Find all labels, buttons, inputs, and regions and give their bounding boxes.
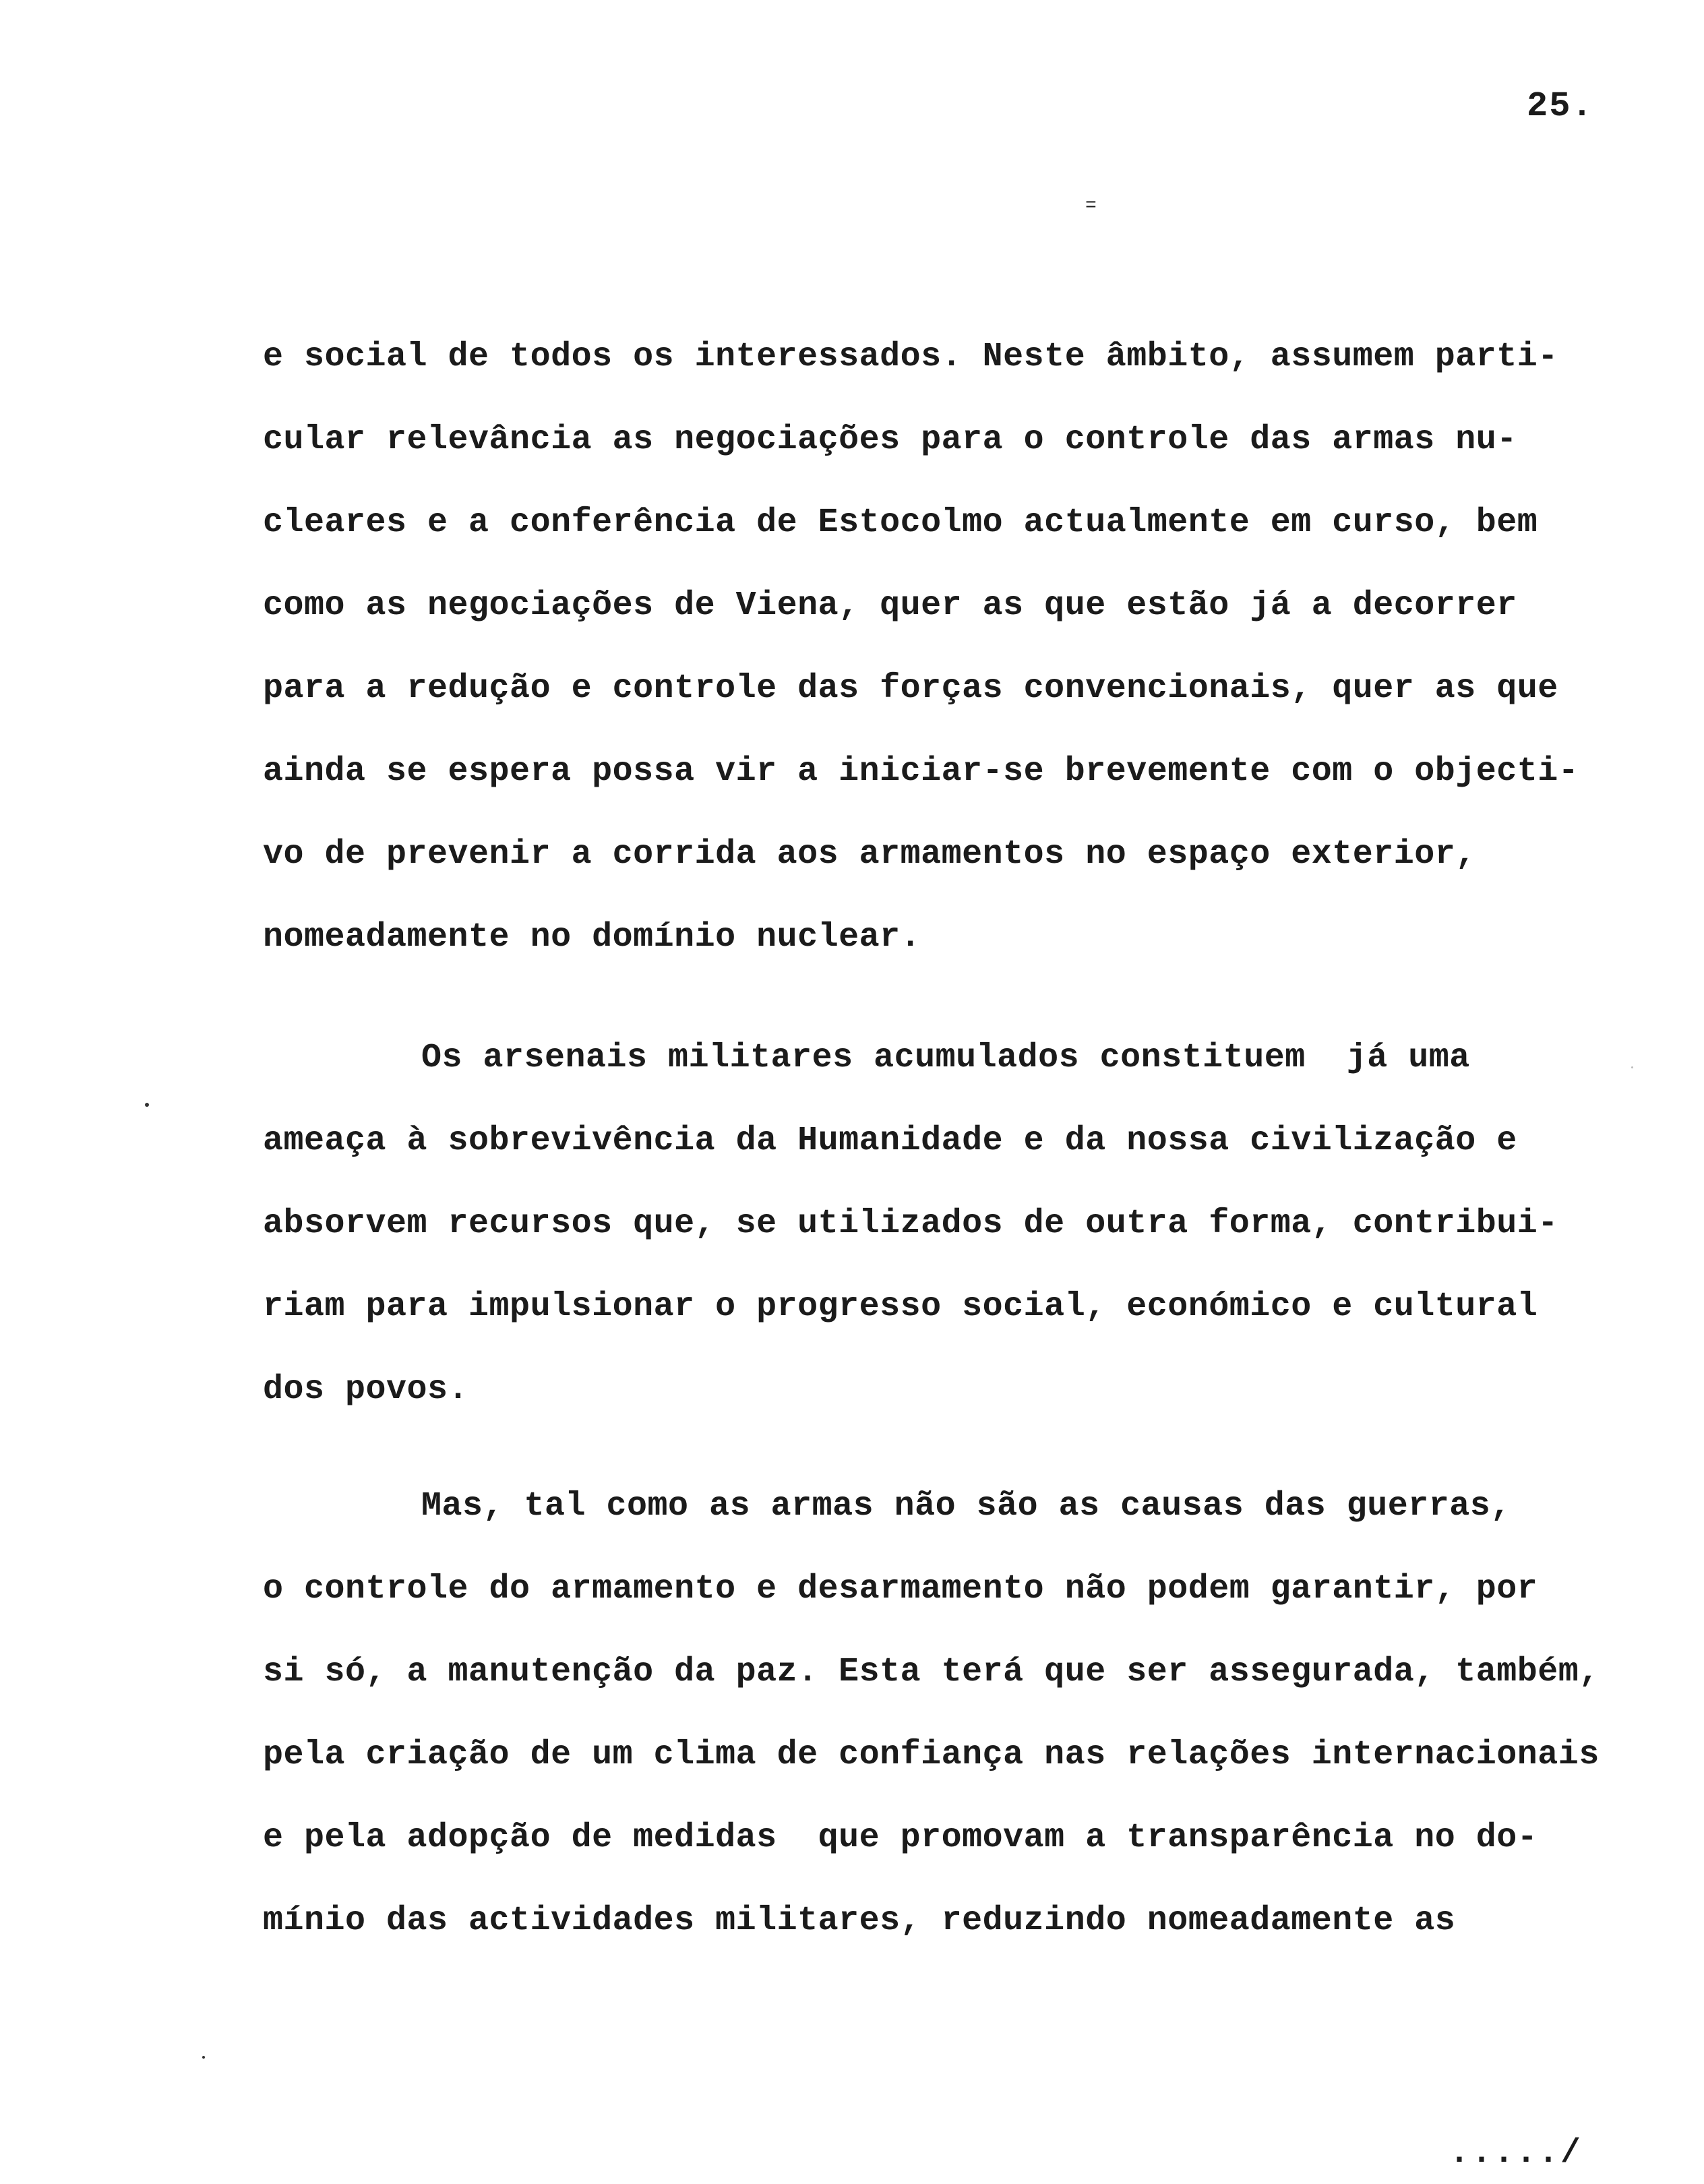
speck-left: [145, 1103, 149, 1107]
text-line: riam para impulsionar o progresso social, económico e cultural: [263, 1287, 1538, 1326]
text-line: o controle do armamento e desarmamento não podem garantir, por: [263, 1570, 1538, 1608]
text-line: cular relevância as negociações para o controle das armas nu-: [263, 421, 1517, 459]
text-line: Mas, tal como as armas não são as causas das guerras,: [421, 1487, 1511, 1525]
text-line: pela criação de um clima de confiança nas relações internacionais: [263, 1736, 1600, 1774]
text-line: mínio das actividades militares, reduzindo nomeadamente as: [263, 1902, 1456, 1940]
text-line: ameaça à sobrevivência da Humanidade e da nossa civilização e: [263, 1122, 1517, 1160]
text-line: dos povos.: [263, 1370, 469, 1409]
text-line: absorvem recursos que, se utilizados de outra forma, contribui-: [263, 1205, 1558, 1243]
top-mark: =: [1085, 195, 1097, 216]
text-line: vo de prevenir a corrida aos armamentos no espaço exterior,: [263, 835, 1476, 874]
text-line: ainda se espera possa vir a iniciar-se brevemente com o objecti-: [263, 752, 1579, 791]
text-line: cleares e a conferência de Estocolmo actualmente em curso, bem: [263, 504, 1538, 542]
text-line: como as negociações de Viena, quer as que estão já a decorrer: [263, 586, 1517, 625]
text-line: nomeadamente no domínio nuclear.: [263, 918, 921, 957]
text-line: e social de todos os interessados. Neste âmbito, assumem parti-: [263, 338, 1558, 376]
text-line: para a redução e controle das forças convencionais, quer as que: [263, 669, 1558, 708]
text-line: Os arsenais militares acumulados constituem já uma: [421, 1039, 1470, 1077]
page-number: 25.: [1527, 86, 1594, 126]
text-line: e pela adopção de medidas que promovam a transparência no do-: [263, 1819, 1538, 1857]
continuation-marker: ...../: [1449, 2134, 1583, 2173]
speck-bottom: [202, 2056, 205, 2059]
speck-right: [1631, 1066, 1633, 1068]
text-line: si só, a manutenção da paz. Esta terá que ser assegurada, também,: [263, 1653, 1600, 1691]
